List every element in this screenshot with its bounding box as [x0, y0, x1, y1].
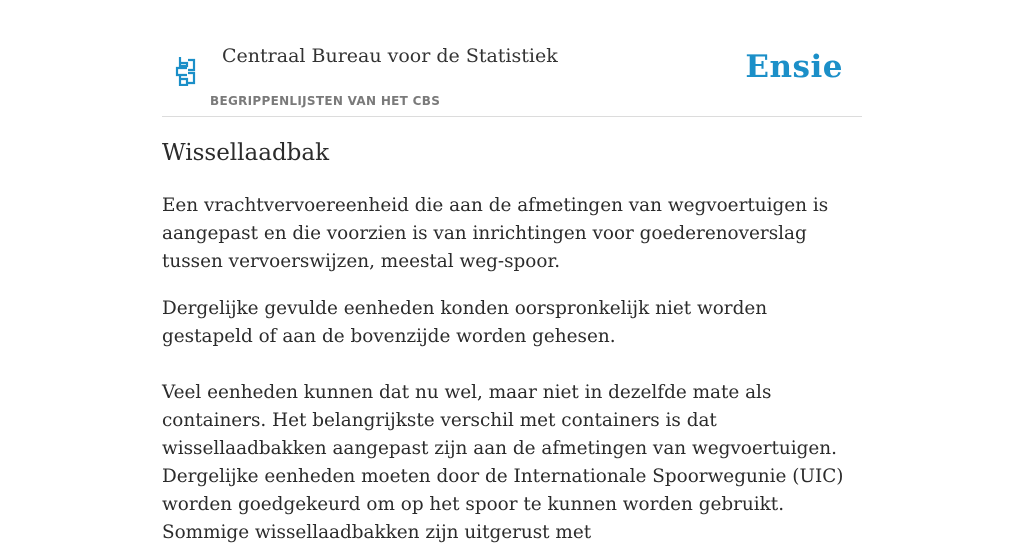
site-header: [162, 0, 862, 117]
explanation-paragraph: Dergelijke gevulde eenheden konden oorspronkelijk niet worden gestapeld of aan de bovenzijde worden gehesen.: [162, 298, 768, 347]
explanation-block: [162, 295, 862, 547]
organization-name[interactable]: Centraal Bureau voor de Statistiek: [222, 45, 558, 67]
explanation-paragraph: Veel eenheden kunnen dat nu wel, maar niet in dezelfde mate als containers. Het belangrijkste verschil met containers is dat wissellaadbakken aangepast zijn aan de afmetingen van wegvoertuigen. Dergelijke eenheden moeten door de Internationale Spoorwegunie (UIC) worden goedgekeurd om op het spoor te kunnen worden gebruikt. Sommige wissellaadbakken zijn uitgerust met: [162, 382, 844, 543]
cbs-logo-icon[interactable]: [174, 56, 198, 86]
article-page: [162, 0, 862, 543]
glossary-subtitle[interactable]: BEGRIPPENLIJSTEN VAN HET CBS: [210, 94, 441, 108]
ensie-logo[interactable]: Ensie: [745, 49, 843, 85]
paragraph-spacer: [162, 351, 862, 379]
definition-text: Een vrachtvervoereenheid die aan de afmetingen van wegvoertuigen is aangepast en die voorzien is van inrichtingen voor goederenoverslag tussen vervoerswijzen, meestal weg-spoor.: [162, 195, 829, 272]
page-title: Wissellaadbak: [162, 140, 330, 166]
